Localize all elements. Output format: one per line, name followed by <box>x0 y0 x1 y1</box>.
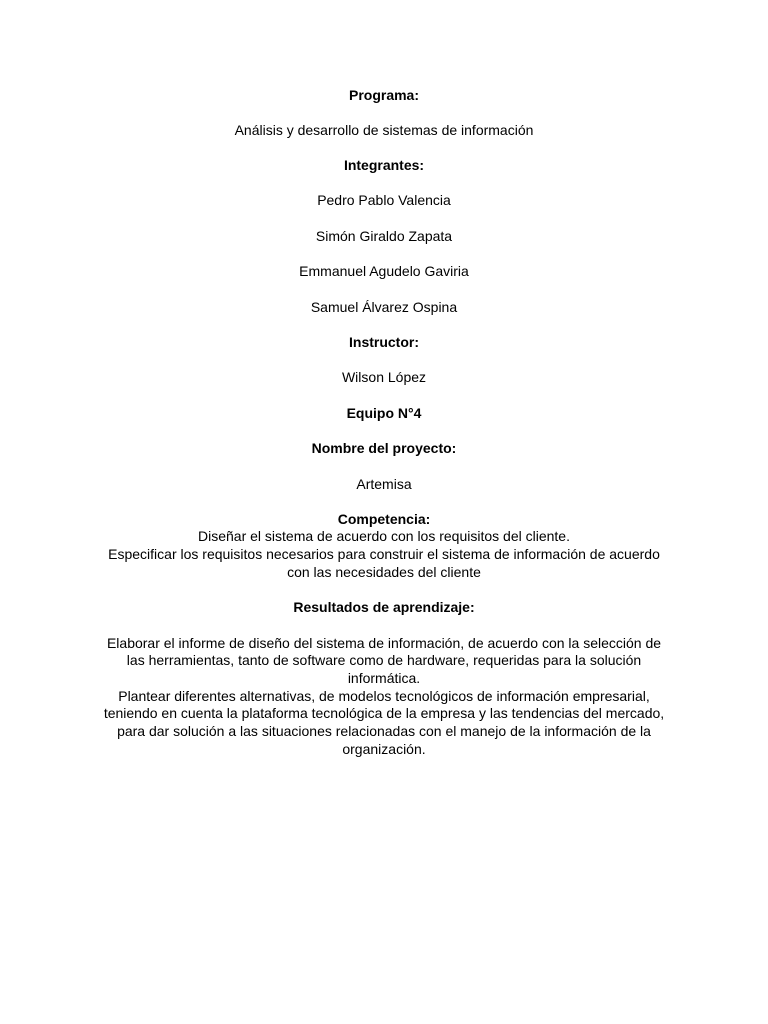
resultados-label: Resultados de aprendizaje: <box>293 599 475 615</box>
integrante-3: Emmanuel Agudelo Gaviria <box>299 263 469 279</box>
resultados-line-2: las herramientas, tanto de software como de hardware, requeridas para la solución <box>126 652 642 668</box>
nombre-proyecto-label: Nombre del proyecto: <box>311 440 457 456</box>
integrante-2: Simón Giraldo Zapata <box>315 228 453 244</box>
programa-label: Programa: <box>348 87 420 103</box>
resultados-line-4: Plantear diferentes alternativas, de modelos tecnológicos de información empresarial, <box>118 688 650 704</box>
competencia-line-2: Especificar los requisitos necesarios para construir el sistema de información de acuerdo <box>108 546 660 562</box>
resultados-line-6: para dar solución a las situaciones relacionadas con el manejo de la información de la <box>117 723 651 739</box>
integrantes-label: Integrantes: <box>343 157 425 173</box>
integrante-4: Samuel Álvarez Ospina <box>310 299 458 315</box>
programa-value: Análisis y desarrollo de sistemas de información <box>234 122 534 138</box>
resultados-line-3: informática. <box>347 670 421 686</box>
instructor-value: Wilson López <box>341 369 427 385</box>
instructor-label: Instructor: <box>349 334 419 350</box>
equipo-label: Equipo N°4 <box>346 405 422 421</box>
competencia-line-3: con las necesidades del cliente <box>287 564 481 580</box>
resultados-line-1: Elaborar el informe de diseño del sistema de información, de acuerdo con la selección de <box>106 635 662 651</box>
nombre-proyecto-value: Artemisa <box>356 476 412 492</box>
resultados-line-5: teniendo en cuenta la plataforma tecnológica de la empresa y las tendencias del mercado, <box>103 705 665 721</box>
resultados-line-7: organización. <box>342 741 426 757</box>
competencia-line-1: Diseñar el sistema de acuerdo con los requisitos del cliente. <box>198 528 570 544</box>
integrante-1: Pedro Pablo Valencia <box>317 192 451 208</box>
competencia-label: Competencia: <box>337 511 431 527</box>
